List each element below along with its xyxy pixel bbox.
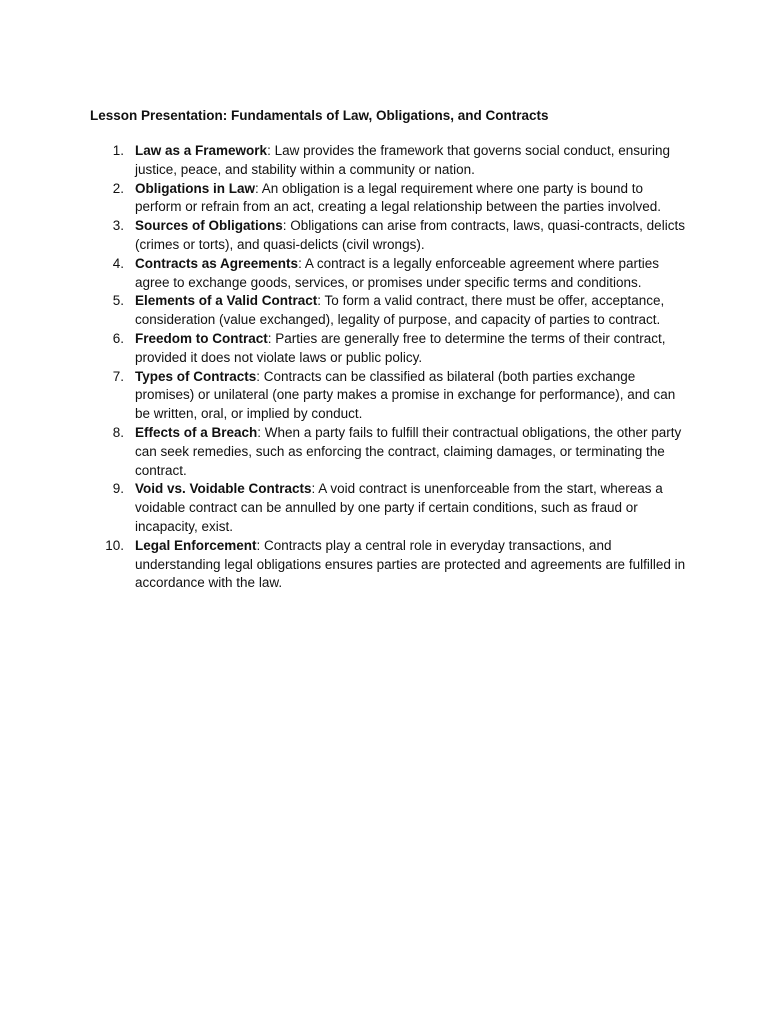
list-item-number: 7. bbox=[112, 368, 124, 384]
list-item-term: Contracts as Agreements bbox=[135, 255, 299, 271]
document-page bbox=[90, 106, 690, 593]
list-item bbox=[90, 368, 690, 424]
list-item-text: : An obligation is a legal requirement where one party is bound to perform or refrain from an act, creating a legal relationship between the parties involved. bbox=[135, 180, 662, 215]
list-item-term: Elements of a Valid Contract bbox=[135, 293, 318, 309]
list-item-number: 8. bbox=[112, 424, 124, 440]
list-item bbox=[90, 424, 690, 480]
list-item bbox=[90, 217, 690, 255]
list-item-term: Types of Contracts bbox=[135, 368, 257, 384]
list-item bbox=[90, 292, 690, 330]
list-item-term: Legal Enforcement bbox=[135, 537, 257, 553]
list-item-term: Freedom to Contract bbox=[135, 330, 268, 346]
list-item bbox=[90, 330, 690, 368]
list-item-number: 1. bbox=[112, 143, 124, 158]
list-item bbox=[90, 180, 690, 218]
list-item-text: : Obligations can arise from contracts, laws, quasi-contracts, delicts (crimes or torts), and quasi-delicts (civil wrongs). bbox=[135, 218, 685, 252]
list-item-term: Void vs. Voidable Contracts bbox=[135, 481, 312, 497]
list-item bbox=[90, 142, 690, 180]
list-item-text: : A contract is a legally enforceable agreement where parties agree to exchange goods, services, or promises under specific terms and conditions. bbox=[135, 255, 660, 290]
list-item-term: Sources of Obligations bbox=[135, 218, 283, 234]
list-item-number: 9. bbox=[112, 481, 124, 497]
list-item-number: 6. bbox=[112, 330, 124, 346]
list-item-text: : Law provides the framework that governs social conduct, ensuring justice, peace, and stability within a community or nation. bbox=[135, 143, 671, 177]
list-item-text: : To form a valid contract, there must be offer, acceptance, consideration (value exchanged), legality of purpose, and capacity of parties to contract. bbox=[135, 293, 665, 328]
list-item-number: 10. bbox=[105, 537, 124, 553]
list-item-number: 3. bbox=[112, 218, 124, 234]
document-title: Lesson Presentation: Fundamentals of Law, Obligations, and Contracts bbox=[90, 108, 549, 123]
list-item bbox=[90, 480, 690, 536]
list-item bbox=[90, 537, 690, 593]
list-item-number: 5. bbox=[112, 293, 124, 309]
list-item-number: 4. bbox=[112, 255, 124, 271]
list-item-term: Effects of a Breach bbox=[135, 424, 258, 440]
list-item-term: Law as a Framework bbox=[135, 143, 268, 158]
list-item-number: 2. bbox=[112, 180, 124, 196]
list-item-text: : Parties are generally free to determine the terms of their contract, provided it does not violate laws or public policy. bbox=[135, 330, 666, 365]
list-item-text: : When a party fails to fulfill their contractual obligations, the other party can seek remedies, such as enforcing the contract, claiming damages, or terminating the contract. bbox=[135, 424, 682, 478]
list-item-text: : Contracts play a central role in everyday transactions, and understanding legal obligations ensures parties are protected and agreements are fulfilled in accordance with the law. bbox=[135, 537, 686, 591]
numbered-list bbox=[90, 142, 690, 593]
list-item bbox=[90, 255, 690, 293]
list-item-text: : A void contract is unenforceable from the start, whereas a voidable contract can be annulled by one party if certain conditions, such as fraud or incapacity, exist. bbox=[135, 481, 663, 534]
list-item-term: Obligations in Law bbox=[135, 180, 256, 196]
list-item-text: : Contracts can be classified as bilateral (both parties exchange promises) or unilateral (one party makes a promise in exchange for performance), and can be written, oral, or implied by conduct. bbox=[135, 368, 676, 422]
